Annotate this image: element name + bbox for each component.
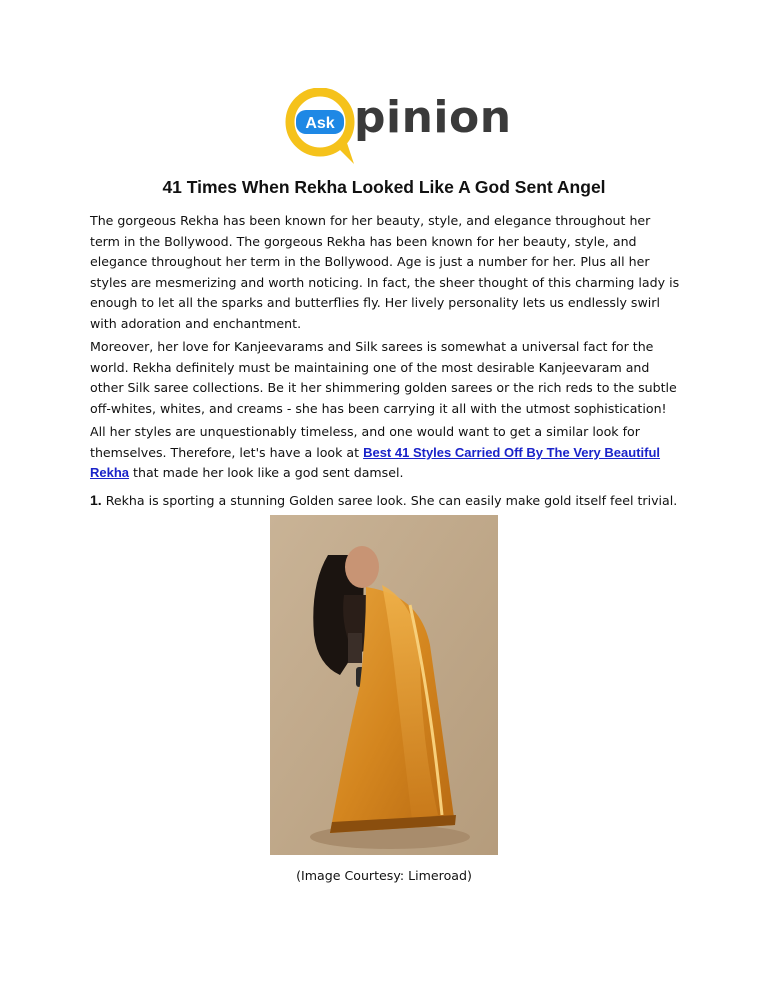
best-41-styles-link[interactable]: Best 41 Styles Carried Off By The Very Beautiful Rekha [90, 444, 661, 481]
logo-wordmark: pinion [354, 92, 512, 143]
speech-bubble-icon [284, 88, 360, 166]
list-item-text: Rekha is sporting a stunning Golden saree look. She can easily make gold itself feel trivial. [101, 493, 678, 508]
list-item-number: 1. [90, 492, 102, 508]
paragraph-styles [90, 422, 680, 484]
logo-badge-text: Ask [305, 115, 335, 132]
askopinion-logo[interactable] [284, 88, 512, 166]
article-title: 41 Times When Rekha Looked Like A God Sent Angel [162, 177, 606, 197]
paragraph-styles-text-after: that made her look like a god sent damsel. [129, 465, 404, 481]
paragraph-sarees: Moreover, her love for Kanjeevarams and Silk sarees is somewhat a universal fact for the world. Rekha definitely must be maintaining one of the most desirable Kanjeevaram and other Silk saree collections. Be it her shimmering golden sarees or the rich reds to the subtle off-whites, whites, and creams - she has been carrying it all with the utmost sophistication! [90, 339, 677, 416]
list-item-1 [90, 490, 680, 512]
image-caption: (Image Courtesy: Limeroad) [296, 868, 472, 883]
rekha-golden-saree-photo [270, 515, 498, 855]
paragraph-styles-text-before: All her styles are unquestionably timeless, and one would want to get a similar look for themselves. Therefore, let's have a look at [90, 424, 640, 460]
paragraph-intro: The gorgeous Rekha has been known for her beauty, style, and elegance throughout her term in the Bollywood. The gorgeous Rekha has been known for her beauty, style, and elegance throughout her term in the Bollywood. Age is just a number for her. Plus all her styles are mesmerizing and worth noticing. In fact, the sheer thought of this charming lady is enough to let all the sparks and butterflies fly. Her lively personality lets us endlessly swirl with adoration and enchantment. [90, 213, 680, 331]
